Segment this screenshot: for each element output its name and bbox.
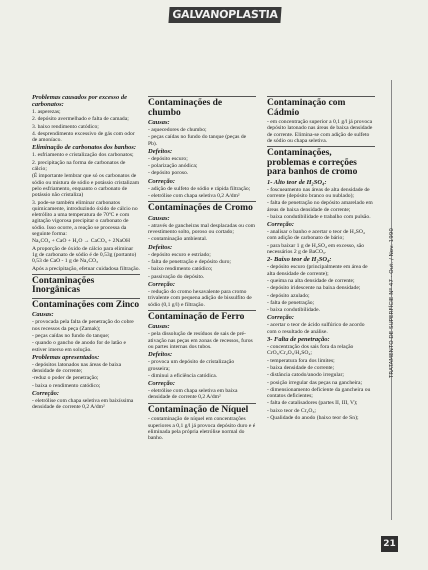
section-heading: Contaminações de chumbo — [148, 98, 223, 118]
body-text: 2. depósito avermelhado e falta de camada; — [32, 116, 129, 123]
subheading: Correção: — [148, 280, 176, 288]
body-text: - posição irregular das peças na gancheira; — [267, 379, 363, 386]
body-text: Após a precipitação, efetuar cuidadosa filtração. — [32, 265, 140, 272]
body-text: -reduz o poder de penetração; — [32, 375, 99, 382]
body-text: - redução do cromo hexavalente para cromo trivalente com pequena adição de bissulfito de sódio (0,1 g/l) e filtração. — [148, 288, 252, 308]
body-text: - baixa densidade de corrente; — [267, 364, 335, 371]
body-text: 3. pode-se também eliminar carbonatos quimicamente, introduzindo óxido de cálcio no eletrólito a uma temperatura de 70ºC e com agitação vigorosa precipitar o carbonato de sódio. Isso ocorre, a reação se processa da seguinte forma: — [32, 199, 138, 238]
body-text: - concentração dos sais fora da relação CrO₃/Cr₂O₃/H₂SO₄; — [267, 344, 354, 357]
section-heading: Contaminação de Ferro — [148, 311, 245, 322]
section-divider — [267, 96, 375, 97]
section-heading: Contaminações com Zinco — [32, 299, 140, 310]
body-text: A proporção de óxido de cálcio para eliminar 1g de carbonato de sódio é de 0,53g (portanto) 0,53 de CaO - 1 g de Na₂CO₃ — [32, 245, 137, 265]
body-text: - queima na alta densidade de corrente; — [267, 277, 355, 284]
body-text: - falta de penetração e depósito duro; — [148, 259, 231, 266]
body-text: - baixo rendimento catódico; — [148, 266, 213, 273]
subheading: Causas: — [32, 311, 54, 319]
section-divider — [148, 96, 256, 97]
subheading: Correção: — [148, 177, 176, 185]
body-text: 3. baixo rendimento catódico; — [32, 123, 99, 130]
body-text: - foscueamento nas áreas de alta densidade de corrente (depósito branco ou nublado); — [267, 186, 370, 199]
body-text: - depósito iridescente na baixa densidade; — [267, 285, 361, 292]
body-text: - baixa o rendimento catódico; — [32, 382, 101, 389]
subheading: Correção: — [267, 314, 295, 322]
body-text: Na₂CO₃ + CaO + H₂O → CaCO₃ + 2NaOH — [32, 238, 131, 245]
section-heading: Contaminação de Níquel — [148, 404, 249, 415]
subheading: Defeitos: — [148, 351, 173, 359]
body-text: - temperatura fora dos limites; — [267, 357, 335, 364]
body-text: - falta de penetração no depósito amarelado em áreas de baixa densidade de corrente; — [267, 200, 373, 213]
body-text: - quando o gancho de anodo for de latão e estiver imerso em solução. — [32, 340, 126, 353]
section-divider — [148, 201, 256, 202]
subheading: Defeitos: — [148, 243, 173, 251]
body-text: 1. esfriamento e cristalização dos carbonatos; — [32, 152, 134, 159]
body-text: - provoca um depósito de cristalização grosseira; — [148, 359, 235, 372]
body-text: - contaminação ambiental. — [148, 236, 208, 243]
subheading: Correção: — [267, 221, 295, 229]
body-text: - acertar o teor de ácido sulfúrico de acordo com o resultado de análise. — [267, 322, 365, 335]
body-text: - eletrólise com chapa seletiva 0,2 A/dm² — [148, 193, 240, 200]
body-text: - depósitos latonados nas áreas de baixa densidade de corrente; — [32, 361, 122, 375]
body-text: - passivação do depósito. — [148, 273, 205, 280]
subheading: Correção: — [32, 390, 60, 397]
page-number: 21 — [381, 536, 398, 552]
subsection-heading: 2- Baixo teor de H₂SO₄: — [267, 256, 332, 264]
section-heading: Contaminações, problemas e correções para banhos de cromo — [267, 148, 358, 178]
subheading: Causas: — [148, 119, 170, 126]
body-text: - polarização anódica; — [148, 163, 198, 170]
body-text: - dimensionamento deficiente da gancheira ou contatos deficientes; — [267, 386, 371, 400]
body-text: - adição de sulfeto de sódio e rápida filtração; — [148, 185, 251, 192]
column-middle — [148, 94, 256, 442]
body-text: - depósito escuro (principalmente em área de alta densidade de corrente); — [267, 264, 368, 277]
body-text: - falta de catalisadores (partes II, III, V); — [267, 400, 358, 407]
section-divider — [148, 310, 256, 311]
body-text: - depósito escuro; — [148, 155, 188, 162]
body-text: - peças caídas no fundo do tanque; — [32, 332, 110, 339]
body-text: - depósito azulado; — [267, 292, 310, 299]
body-text: - aquecedores de chumbo; — [148, 127, 207, 133]
body-text: - baixo teor de Cr₂O₃; — [267, 407, 316, 414]
subheading: Eliminação de carbonatos dos banhos: — [32, 144, 137, 152]
body-text: (É importante lembrar que só os carbonatos de sódio ou mistura de sódio e potássio cristalizam pelo esfriamento, enquanto o carbonato de potássio não cristaliza) — [32, 173, 140, 199]
section-heading: Contaminação com Cádmio — [267, 98, 346, 118]
subheading: Causas: — [148, 323, 170, 331]
subheading: Defeitos: — [148, 147, 173, 155]
body-text: - pela dissolução de resíduos de sais de pré-ativação nas peças em zonas de recessos, furos ou partes internas dos tubos. — [148, 331, 253, 350]
section-heading: Contaminações Inorgânicas — [32, 275, 95, 296]
body-text: - em concentração superior a 0,1 g/l já provoca depósito latonado nas áreas de baixa densidade de corrente. Elimina-se com adição de sulfeto de sódio ou chapa seletiva. — [267, 119, 373, 144]
subheading: Problemas apresentados: — [32, 353, 100, 361]
body-text: - eletrólise com chapa seletiva em baixíssima densidade de corrente 0,2 A/dm² — [32, 398, 134, 411]
body-text: - diminui a eficiência catódica. — [148, 372, 218, 379]
body-text: - através de gancheiras mal desplacadas ou com revestimento solto, poroso ou cortado; — [148, 222, 256, 236]
subheading: Problemas causados por excesso de carbonatos: — [32, 94, 127, 108]
body-text: - falta de penetração; — [267, 299, 315, 306]
body-text: - eletrólise com chapa seletiva em baixa densidade de corrente 0,2 A/dm² — [148, 388, 238, 401]
section-heading: Contaminações de Cromo — [148, 203, 253, 214]
body-text: - peças caídas no fundo do tanque (peças de Pb). — [148, 134, 247, 147]
subsection-heading: 3- Falta de penetração: — [267, 336, 330, 344]
body-text: - provocada pela falta de penetração do cobre nos recessos da peça (Zamak); — [32, 319, 134, 332]
column-right — [267, 94, 375, 422]
body-text: 4. desprendimento excessivo de gás com odor de amoníaco. — [32, 130, 135, 144]
body-text: - depósito poroso. — [148, 170, 189, 177]
body-text: - baixa condutibilidade e trabalho com pulsão. — [267, 213, 371, 220]
body-text: - distância catodo/anodo irregular; — [267, 372, 344, 379]
body-text: 1. asperezas; — [32, 109, 61, 115]
section-divider — [32, 298, 140, 299]
body-text: - depósito escuro e estriado; — [148, 251, 211, 258]
body-text: 2. precipitação na forma de carbonatos de cálcio; — [32, 159, 126, 173]
section-divider — [267, 146, 375, 147]
body-text: - baixa condutibilidade. — [267, 307, 320, 314]
body-text: - contaminação de níquel em concentrações superiores a 0,1 g/l já provoca depósito duro e é eliminada pela própria eletrólise normal do banho. — [148, 416, 256, 442]
publication-footer: TRATAMENTO DE SUPERFÍCIE Nº 47 · Out. / Nov. 1990 — [389, 228, 395, 378]
column-left — [32, 94, 140, 412]
subheading: Correção: — [148, 380, 176, 388]
section-banner: GALVANOPLASTIA — [168, 7, 281, 23]
subheading: Causas: — [148, 214, 170, 222]
body-text: - analisar o banho e acertar o teor de H₂SO₄ com adição de carbonato de bário; — [267, 229, 365, 242]
section-divider — [32, 274, 140, 275]
body-text: - para baixar 1 g de H₂SO₄ em excesso, são necessários 2 g de BaCO₃. — [267, 242, 365, 256]
body-text: - Qualidade do anodo (baixo teor de Sn); — [267, 415, 359, 421]
section-divider — [148, 403, 256, 404]
subsection-heading: 1- Alto teor de H₂SO₄: — [267, 178, 327, 186]
